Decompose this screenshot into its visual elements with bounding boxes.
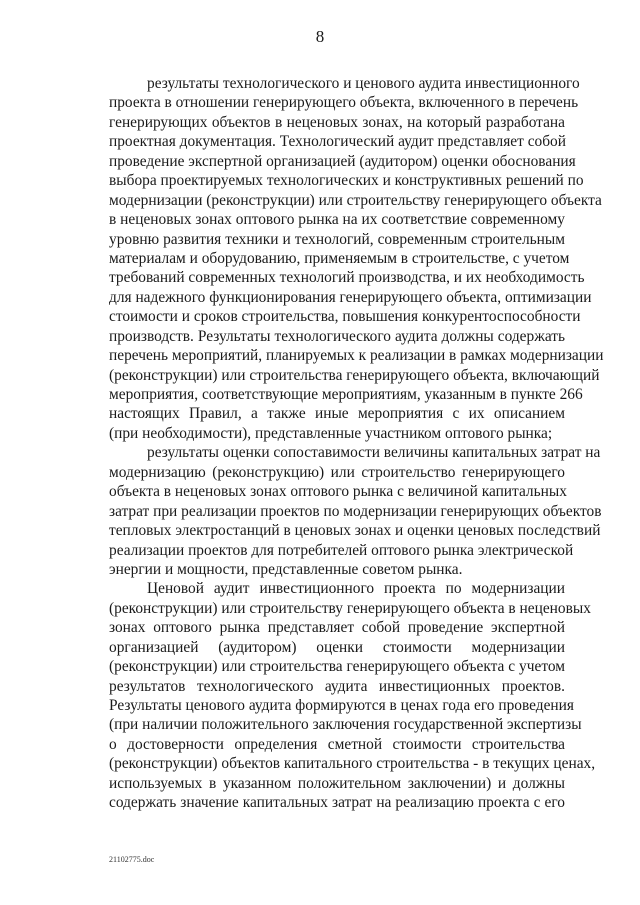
text-line: организацией (аудитором) оценки стоимости модернизации: [109, 638, 565, 656]
text-line: (при необходимости), представленные участником оптового рынка;: [109, 424, 553, 442]
text-line: затрат при реализации проектов по модернизации генерирующих объектов: [109, 502, 602, 520]
text-line: проведение экспертной организацией (аудитором) оценки обоснования: [109, 152, 576, 170]
text-line: в неценовых зонах оптового рынка на их соответствие современному: [109, 211, 565, 229]
text-line: результаты оценки сопоставимости величины капитальных затрат на: [147, 444, 601, 462]
text-line: производств. Результаты технологического аудита должны содержать: [109, 327, 565, 345]
text-line: материалам и оборудованию, применяемым в строительстве, с учетом: [109, 249, 570, 267]
text-line: требований современных технологий производства, и их необходимость: [109, 269, 585, 287]
text-line: мероприятия, соответствующие мероприятиям, указанным в пункте 266: [109, 386, 583, 403]
text-line: перечень мероприятий, планируемых к реализации в рамках модернизации: [109, 347, 604, 365]
text-line: проекта в отношении генерирующего объекта, включенного в перечень: [109, 94, 579, 112]
text-line: модернизацию (реконструкцию) или строительство генерирующего: [109, 463, 565, 481]
text-line: проектная документация. Технологический аудит представляет собой: [109, 133, 566, 151]
text-line: тепловых электростанций в ценовых зонах и оценки ценовых последствий: [109, 522, 601, 540]
footer-filename: 21102775.doc: [109, 855, 155, 864]
text-line: энергии и мощности, представленные советом рынка.: [109, 560, 463, 578]
text-line: о достоверности определения сметной стоимости строительства: [109, 735, 565, 753]
text-line: используемых в указанном положительном заключении) и должны: [109, 774, 565, 792]
text-line: (реконструкции) или строительства генерирующего объекта, включающий: [109, 366, 600, 384]
text-line: модернизации (реконструкции) или строительству генерирующего объекта: [109, 191, 602, 209]
text-line: объекта в неценовых зонах оптового рынка с величиной капитальных: [109, 483, 567, 501]
text-line: выбора проектируемых технологических и конструктивных решений по: [109, 172, 584, 190]
text-line: зонах оптового рынка представляет собой проведение экспертной: [109, 619, 565, 637]
page-number: 8: [315, 27, 325, 46]
text-line: (реконструкции) объектов капитального строительства - в текущих ценах,: [109, 755, 596, 773]
text-line: (реконструкции) или строительства генерирующего объекта с учетом: [109, 658, 565, 676]
text-line: уровню развития техники и технологий, современным строительным: [109, 230, 565, 248]
text-line: настоящих Правил, а также иные мероприятия с их описанием: [109, 405, 565, 423]
text-line: для надежного функционирования генерирующего объекта, оптимизации: [109, 288, 592, 306]
text-line: Результаты ценового аудита формируются в ценах года его проведения: [109, 697, 574, 714]
text-line: результаты технологического и ценового аудита инвестиционного: [147, 75, 580, 92]
text-line: содержать значение капитальных затрат на реализацию проекта с его: [109, 794, 565, 812]
text-line: реализации проектов для потребителей оптового рынка электрической: [109, 541, 574, 559]
text-line: (при наличии положительного заключения государственной экспертизы: [109, 716, 582, 734]
body-text: [109, 74, 604, 813]
text-line: генерирующих объектов в неценовых зонах, на который разработана: [109, 113, 565, 131]
text-line: стоимости и сроков строительства, повышения конкурентоспособности: [109, 308, 581, 326]
text-line: результатов технологического аудита инвестиционных проектов.: [109, 677, 565, 695]
text-line: Ценовой аудит инвестиционного проекта по модернизации: [147, 580, 565, 598]
text-line: (реконструкции) или строительству генерирующего объекта в неценовых: [109, 599, 591, 617]
